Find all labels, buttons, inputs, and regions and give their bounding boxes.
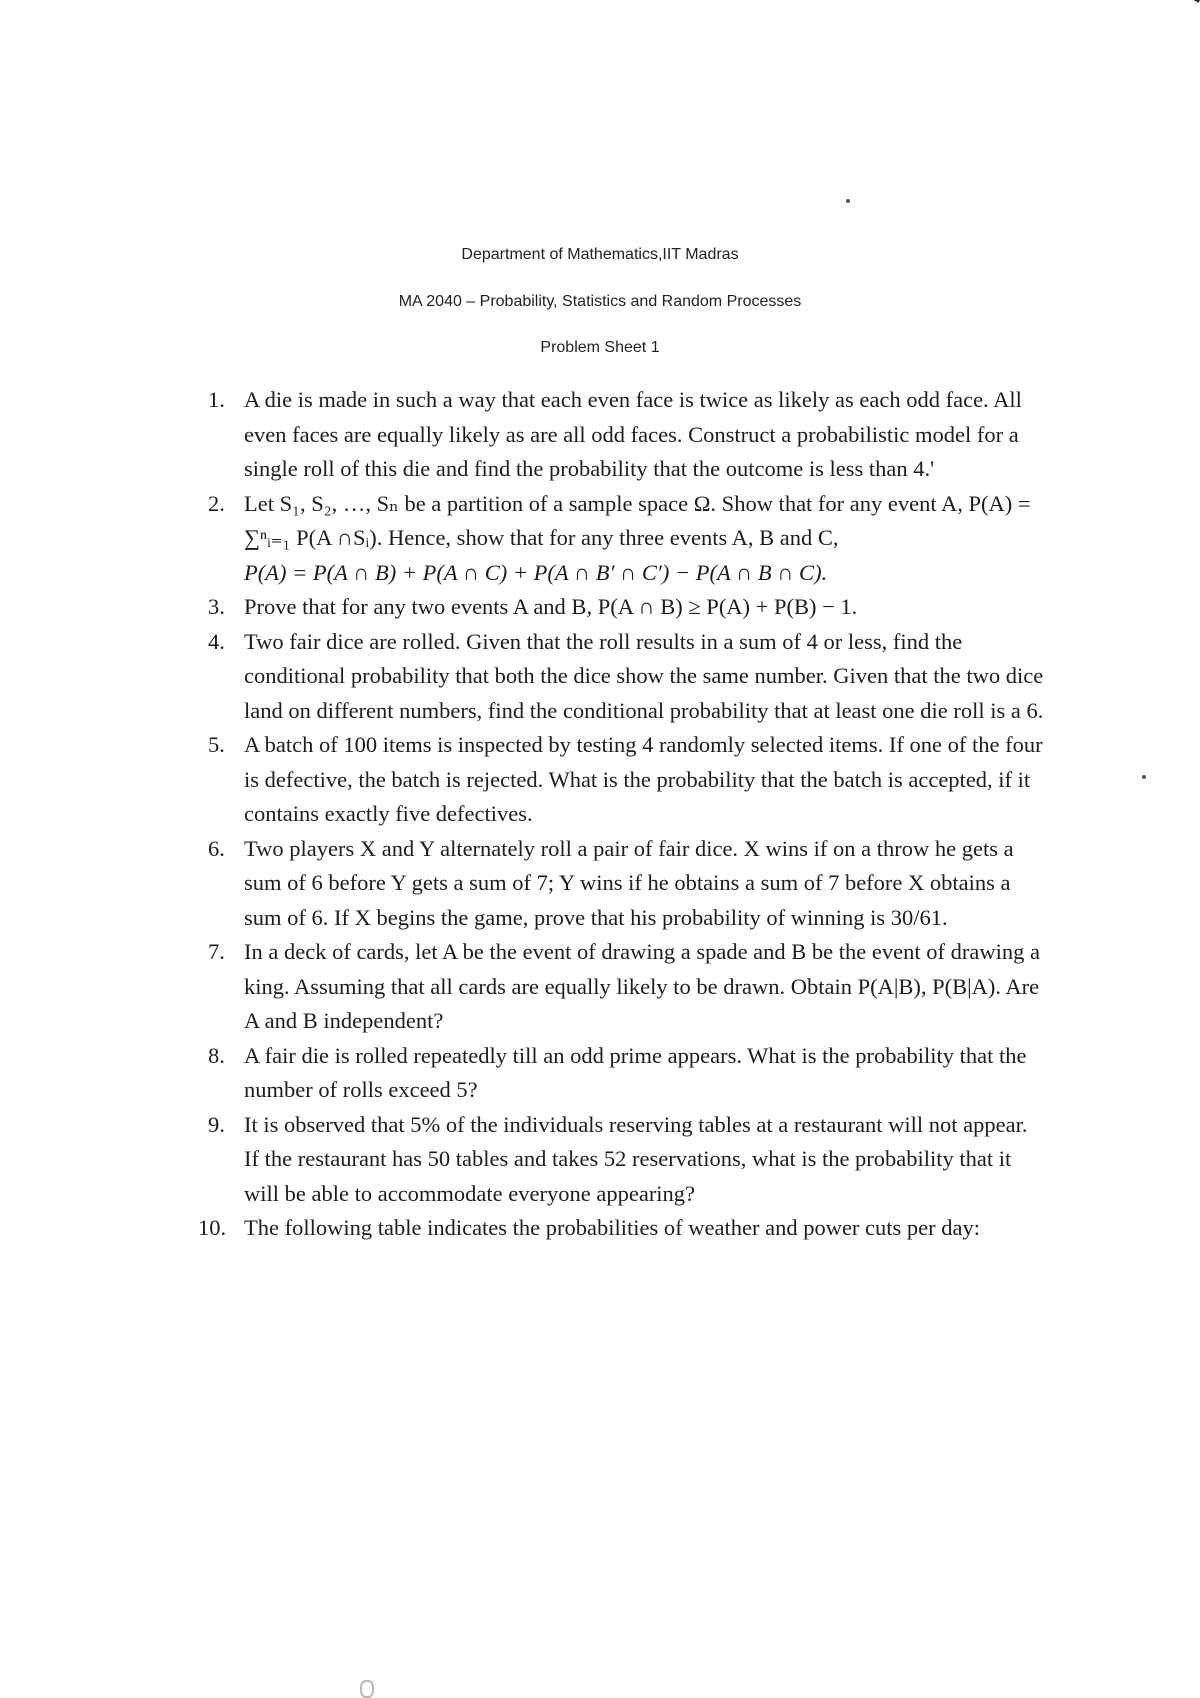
problem-text: In a deck of cards, let A be the event of drawing a spade and B be the event of drawing a king. Assuming that all cards are equally likely to be drawn. Obtain P(A|B), P(B|A). Are A and B independent?	[244, 939, 1040, 1033]
problem-text: A fair die is rolled repeatedly till an odd prime appears. What is the probability that the number of rolls exceed 5?	[244, 1042, 1027, 1102]
problem-text: Two fair dice are rolled. Given that the roll results in a sum of 4 or less, find the conditional probability that both the dice show the same number. Given that the two dice land on different numbers, find the conditional probability that at least one die roll is a 6.	[244, 628, 1044, 723]
department-heading: Department of Mathematics,IIT Madras	[461, 246, 739, 263]
sheet-title: Problem Sheet 1	[540, 339, 660, 356]
problem-number: 6.	[208, 835, 225, 861]
problem-1	[208, 383, 1068, 487]
problem-2-statement: Let S₁, S₂, …, Sₙ be a partition of a sample space Ω. Show that for any event A, P(A) = ∑ⁿᵢ₌₁ P(A ∩Sᵢ). Hence, show that for any three events A, B and C,	[244, 490, 1031, 550]
problem-number: 5.	[208, 732, 225, 757]
problem-text	[244, 487, 1044, 591]
problem-number: 10.	[198, 1215, 227, 1240]
course-title: MA 2040 – Probability, Statistics and Random Processes	[398, 293, 802, 310]
problem-number: 2.	[208, 490, 225, 516]
scan-speck	[846, 199, 850, 203]
problem-10	[198, 1211, 1068, 1246]
problem-number: 8.	[208, 1042, 225, 1068]
problem-number: 7.	[208, 939, 225, 964]
problem-4	[208, 625, 1068, 729]
problem-number: 3.	[208, 594, 225, 619]
problem-number: 9.	[208, 1111, 225, 1137]
problem-2	[208, 487, 1068, 591]
scan-speck	[1142, 775, 1146, 779]
problem-text: A batch of 100 items is inspected by testing 4 randomly selected items. If one of the four is defective, the batch is rejected. What is the probability that the batch is accepted, if it contains exactly five defectives.	[244, 732, 1043, 826]
problem-7	[208, 935, 1068, 1039]
problem-text: A die is made in such a way that each even face is twice as likely as each odd face. All even faces are equally likely as are all odd faces. Construct a probabilistic model for a single roll of this die and find the probability that the outcome is less than 4.'	[244, 387, 1022, 481]
scan-artifact	[360, 1680, 374, 1698]
problem-list	[198, 383, 1068, 1246]
problem-2-formula: P(A) = P(A ∩ B) + P(A ∩ C) + P(A ∩ B′ ∩ C′) − P(A ∩ B ∩ C).	[244, 559, 828, 585]
problem-text: The following table indicates the probabilities of weather and power cuts per day:	[244, 1215, 981, 1240]
problem-text: Two players X and Y alternately roll a pair of fair dice. X wins if on a throw he gets a sum of 6 before Y gets a sum of 7; Y wins if he obtains a sum of 7 before X obtains a sum of 6. If X begins the game, prove that his probability of winning is 30/61.	[244, 835, 1014, 930]
problem-6	[208, 832, 1068, 936]
problem-number: 1.	[208, 387, 225, 412]
problem-text: It is observed that 5% of the individuals reserving tables at a restaurant will not appear. If the restaurant has 50 tables and takes 52 reservations, what is the probability that it will be able to accommodate everyone appearing?	[244, 1111, 1028, 1206]
problem-8	[208, 1039, 1068, 1108]
page-corner-mark	[1172, 0, 1200, 22]
problem-text: Prove that for any two events A and B, P(A ∩ B) ≥ P(A) + P(B) − 1.	[244, 594, 858, 619]
problem-3	[208, 590, 1068, 625]
problem-number: 4.	[208, 628, 225, 654]
problem-5	[208, 728, 1068, 832]
problem-9	[208, 1108, 1068, 1212]
